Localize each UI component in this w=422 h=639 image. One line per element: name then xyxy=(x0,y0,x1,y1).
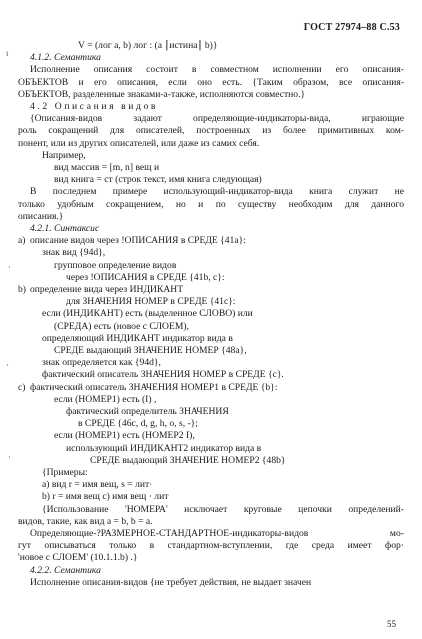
margin-mark: · xyxy=(6,360,9,370)
line-text: только удобным сокращением, но и по существу необходим для данного xyxy=(18,198,404,210)
line-text: 4.1.2. Семантика xyxy=(30,52,101,64)
text-line xyxy=(18,577,404,589)
line-text: (СРЕДА) есть (новое с СЛОЕМ), xyxy=(54,320,189,332)
line-text: В последнем примере использующий-индикатор-вида книга служит не xyxy=(30,186,404,198)
line-text: определение вида через ИНДИКАНТ xyxy=(30,283,184,295)
text-line xyxy=(18,150,404,162)
text-line xyxy=(18,296,404,308)
text-line xyxy=(18,491,404,503)
text-line xyxy=(18,455,404,467)
line-text: для ЗНАЧЕНИЯ НОМЕР в СРЕДЕ {41c}: xyxy=(66,296,236,308)
line-text: {Примеры: xyxy=(42,467,88,479)
text-line xyxy=(18,272,404,284)
line-text: вид массив = [m, n] вещ и xyxy=(54,161,160,173)
text-line xyxy=(18,345,404,357)
line-text: СРЕДЕ выдающий ЗНАЧЕНИЕ НОМЕР2 {48b} xyxy=(90,454,286,466)
line-text: ОБЪЕКТОВ, разделенные знаками-а-также, исполняются совместно.} xyxy=(18,88,306,100)
line-text: описания.} xyxy=(18,210,64,222)
text-line xyxy=(18,235,404,247)
line-text: если (ИНДИКАНТ) есть (выделенное СЛОВО) или xyxy=(42,308,253,320)
line-text: определяющий ИНДИКАНТ индикатор вида в xyxy=(42,332,233,344)
line-text: {Использование 'НОМЕРА' исключает круговые цепочки определений- xyxy=(42,503,404,515)
text-line xyxy=(18,467,404,479)
line-text: Исполнение описания-видов {не требует действия, не выдает значен xyxy=(30,576,312,588)
page-header: ГОСТ 27974–88 С.53 xyxy=(303,22,400,33)
line-text: Например, xyxy=(42,149,86,161)
line-text: ОБЪЕКТОВ и его описания, если оно есть. {Таким образом, все описания- xyxy=(18,76,404,88)
text-line xyxy=(18,211,404,223)
text-line xyxy=(18,186,404,198)
line-text: видов, такие, как вид a = b, b = a. xyxy=(18,515,153,527)
text-line xyxy=(18,101,404,113)
list-label: a) xyxy=(18,235,26,247)
line-text: знак вид {94d}, xyxy=(42,247,106,259)
line-text: описание видов через !ОПИСАНИЯ в СРЕДЕ {41a}: xyxy=(30,235,246,247)
line-text: {Описания-видов задают определяющие-индикаторы-вида, играющие xyxy=(30,113,404,125)
text-line xyxy=(18,125,404,137)
line-text: если (НОМЕР1) есть (НОМЕР2 I), xyxy=(54,430,195,442)
text-line xyxy=(18,223,404,235)
text-line xyxy=(18,528,404,540)
text-line xyxy=(18,284,404,296)
list-label: c) xyxy=(18,381,26,393)
line-text: гут описываться только в стандартном-вступлении, где среда имеет фор· xyxy=(18,540,404,552)
line-text: в СРЕДЕ {46c, d, g, h, o, s, -}; xyxy=(78,418,198,430)
document-body xyxy=(18,40,404,589)
text-line xyxy=(18,540,404,552)
line-text: фактический определитель ЗНАЧЕНИЯ xyxy=(66,406,229,417)
page-number: 55 xyxy=(387,619,396,629)
line-text: 4.2 Описания видов xyxy=(30,100,158,112)
text-line xyxy=(18,357,404,369)
text-line xyxy=(18,199,404,211)
line-text: V = (лог a, b) лог : (a ⎮истина⎮ b)} xyxy=(78,40,218,51)
line-text: роль сокращений для описателей, построенных из более примитивных ком- xyxy=(18,125,404,137)
line-text: вид книга = ст (строк текст, имя книга следующая) xyxy=(54,174,262,186)
line-text: знак определяется как {94d}, xyxy=(42,357,161,369)
text-line xyxy=(18,321,404,333)
text-line xyxy=(18,443,404,455)
line-text: групповое определение видов xyxy=(54,259,177,271)
text-line xyxy=(18,333,404,345)
margin-mark: ι xyxy=(6,48,9,58)
line-text: 4.2.2. Семантика xyxy=(30,564,101,576)
text-line xyxy=(18,479,404,491)
text-line xyxy=(18,89,404,101)
line-text: Исполнение описания состоит в совместном исполнении его описания- xyxy=(30,64,404,76)
text-line xyxy=(18,430,404,442)
line-text: b) r = имя вещ c) имя вещ · лит xyxy=(42,491,169,503)
line-text: фактический описатель ЗНАЧЕНИЯ НОМЕР1 в СРЕДЕ {b}: xyxy=(30,381,278,393)
text-line xyxy=(18,504,404,516)
list-label: b) xyxy=(18,283,26,295)
line-text: использующий ИНДИКАНТ2 индикатор вида в xyxy=(66,442,262,454)
text-line xyxy=(18,394,404,406)
text-line xyxy=(18,418,404,430)
text-line xyxy=(18,40,404,52)
text-line xyxy=(18,77,404,89)
text-line xyxy=(18,247,404,259)
text-line xyxy=(18,516,404,528)
line-text: понент, или из других описателей, или даже из самих себя. xyxy=(18,137,260,149)
text-line xyxy=(18,113,404,125)
line-text: 'новое с СЛОЕМ' (10.1.1.b) .} xyxy=(18,552,138,564)
text-line xyxy=(18,260,404,272)
margin-mark: · xyxy=(8,452,11,462)
text-line xyxy=(18,52,404,64)
text-line xyxy=(18,162,404,174)
text-line xyxy=(18,138,404,150)
text-line xyxy=(18,369,404,381)
line-text: если (НОМЕР1) есть (I) , xyxy=(54,393,157,405)
text-line xyxy=(18,382,404,394)
text-line xyxy=(18,64,404,76)
text-line xyxy=(18,565,404,577)
text-line xyxy=(18,406,404,418)
line-text: 4.2.1. Синтаксис xyxy=(30,222,100,234)
line-text: a) вид r = имя вещ, s = лит· xyxy=(42,479,153,491)
text-line xyxy=(18,308,404,320)
line-text: Определяющие-?РАЗМЕРНОЕ-СТАНДАРТНОЕ-индикаторы-видов мо- xyxy=(30,528,404,540)
margin-mark: · xyxy=(8,262,11,272)
line-text: фактический описатель ЗНАЧЕНИЯ НОМЕР в СРЕДЕ {c}. xyxy=(42,369,284,381)
line-text: через !ОПИСАНИЯ в СРЕДЕ {41b, c}: xyxy=(66,271,225,283)
line-text: СРЕДЕ выдающий ЗНАЧЕНИЕ НОМЕР {48a}, xyxy=(54,344,247,356)
text-line xyxy=(18,174,404,186)
text-line xyxy=(18,552,404,564)
